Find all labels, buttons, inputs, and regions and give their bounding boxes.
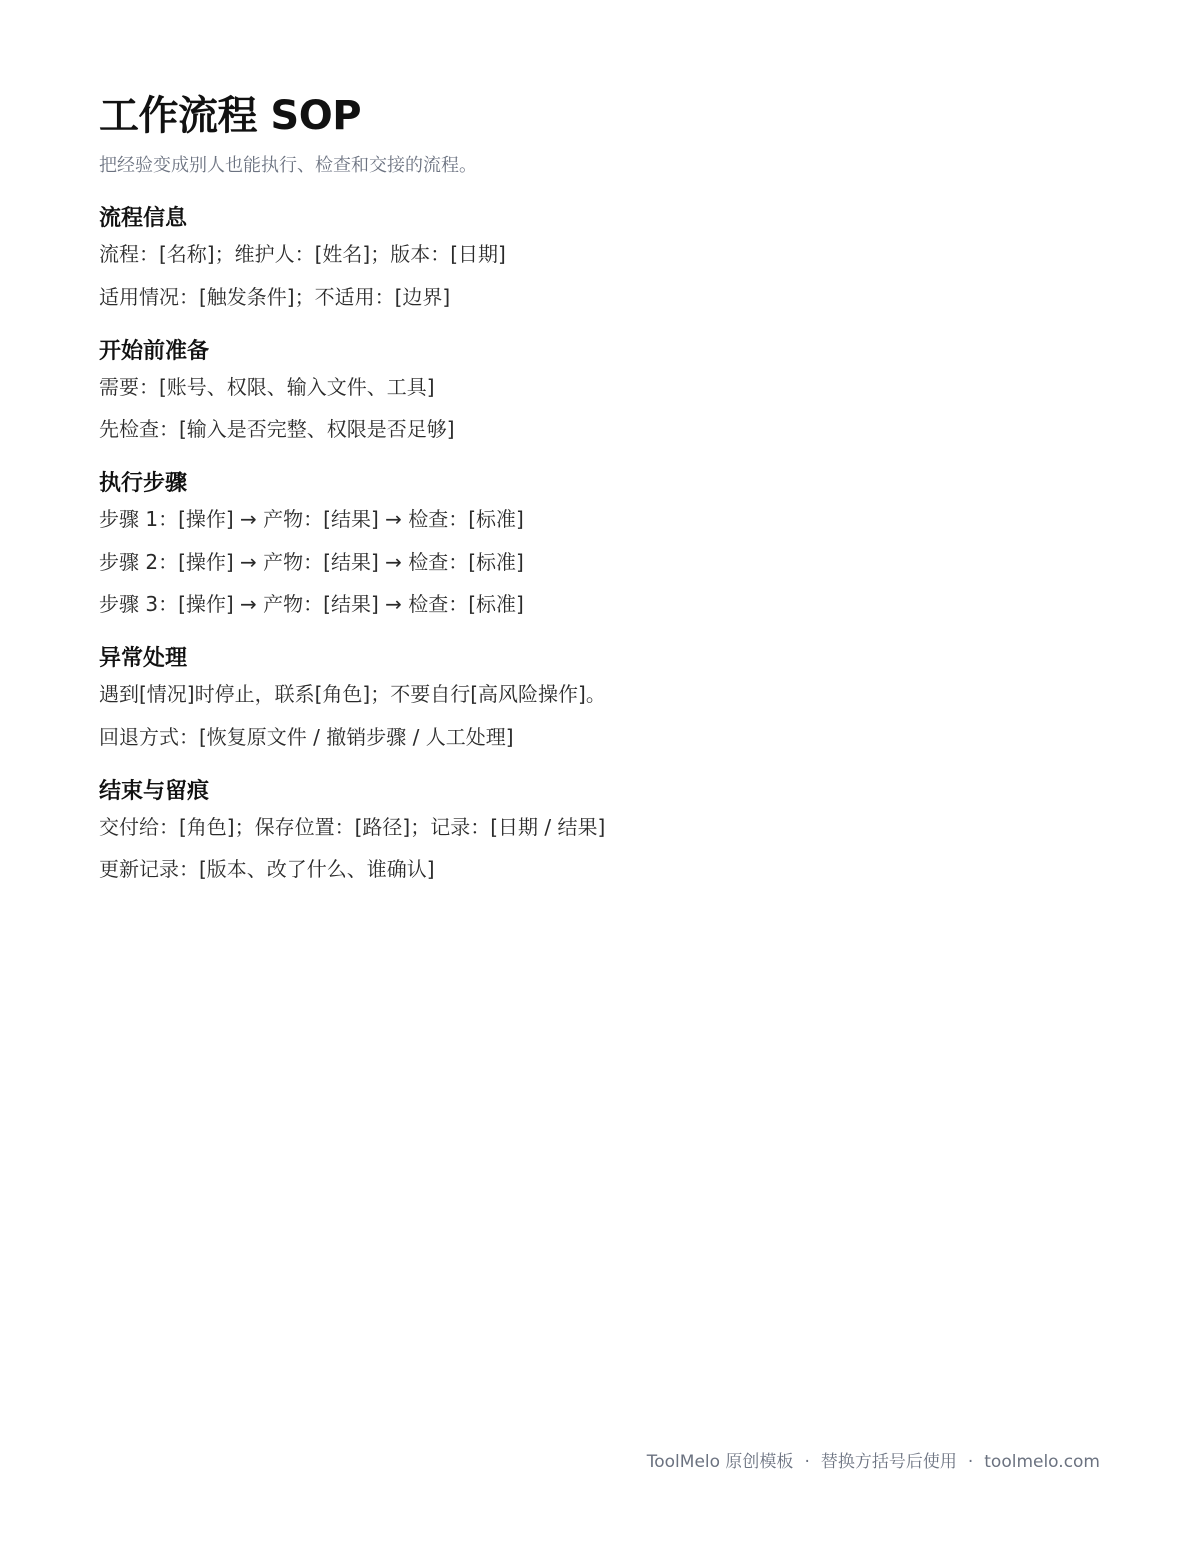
page-subtitle: 把经验变成别人也能执行、检查和交接的流程。	[99, 155, 477, 176]
section-line: 更新记录：[版本、改了什么、谁确认]	[99, 857, 435, 881]
step-line: 步骤 3：[操作] → 产物：[结果] → 检查：[标准]	[99, 592, 524, 616]
step-line: 步骤 1：[操作] → 产物：[结果] → 检查：[标准]	[99, 507, 524, 531]
document-page	[99, 92, 1099, 883]
section-heading: 开始前准备	[99, 338, 210, 364]
section-exceptions	[99, 644, 1099, 751]
section-line: 流程：[名称]；维护人：[姓名]；版本：[日期]	[99, 242, 506, 266]
footer-separator: ·	[804, 1452, 810, 1472]
section-line: 先检查：[输入是否完整、权限是否足够]	[99, 417, 455, 441]
section-heading: 结束与留痕	[99, 778, 210, 804]
section-line: 需要：[账号、权限、输入文件、工具]	[99, 374, 435, 399]
footer-separator: ·	[967, 1452, 974, 1472]
section-heading: 流程信息	[99, 206, 188, 231]
section-process-info	[99, 204, 1099, 311]
section-steps	[99, 469, 1099, 618]
section-preparation	[99, 337, 1099, 444]
footer-note: 替换方括号后使用	[820, 1452, 957, 1472]
section-line: 适用情况：[触发条件]；不适用：[边界]	[99, 284, 451, 309]
footer-site-link[interactable]: toolmelo.com	[984, 1452, 1100, 1472]
section-heading: 异常处理	[99, 646, 188, 671]
footer-brand: ToolMelo 原创模板	[646, 1452, 794, 1472]
section-closing	[99, 777, 1099, 884]
page-title: 工作流程 SOP	[99, 93, 362, 139]
section-line: 交付给：[角色]；保存位置：[路径]；记录：[日期 / 结果]	[99, 814, 606, 839]
section-line: 遇到[情况]时停止，联系[角色]；不要自行[高风险操作]。	[99, 682, 606, 706]
step-line: 步骤 2：[操作] → 产物：[结果] → 检查：[标准]	[99, 549, 524, 574]
page-footer	[647, 1450, 1100, 1474]
section-heading: 执行步骤	[99, 471, 188, 496]
section-line: 回退方式：[恢复原文件 / 撤销步骤 / 人工处理]	[99, 724, 514, 749]
